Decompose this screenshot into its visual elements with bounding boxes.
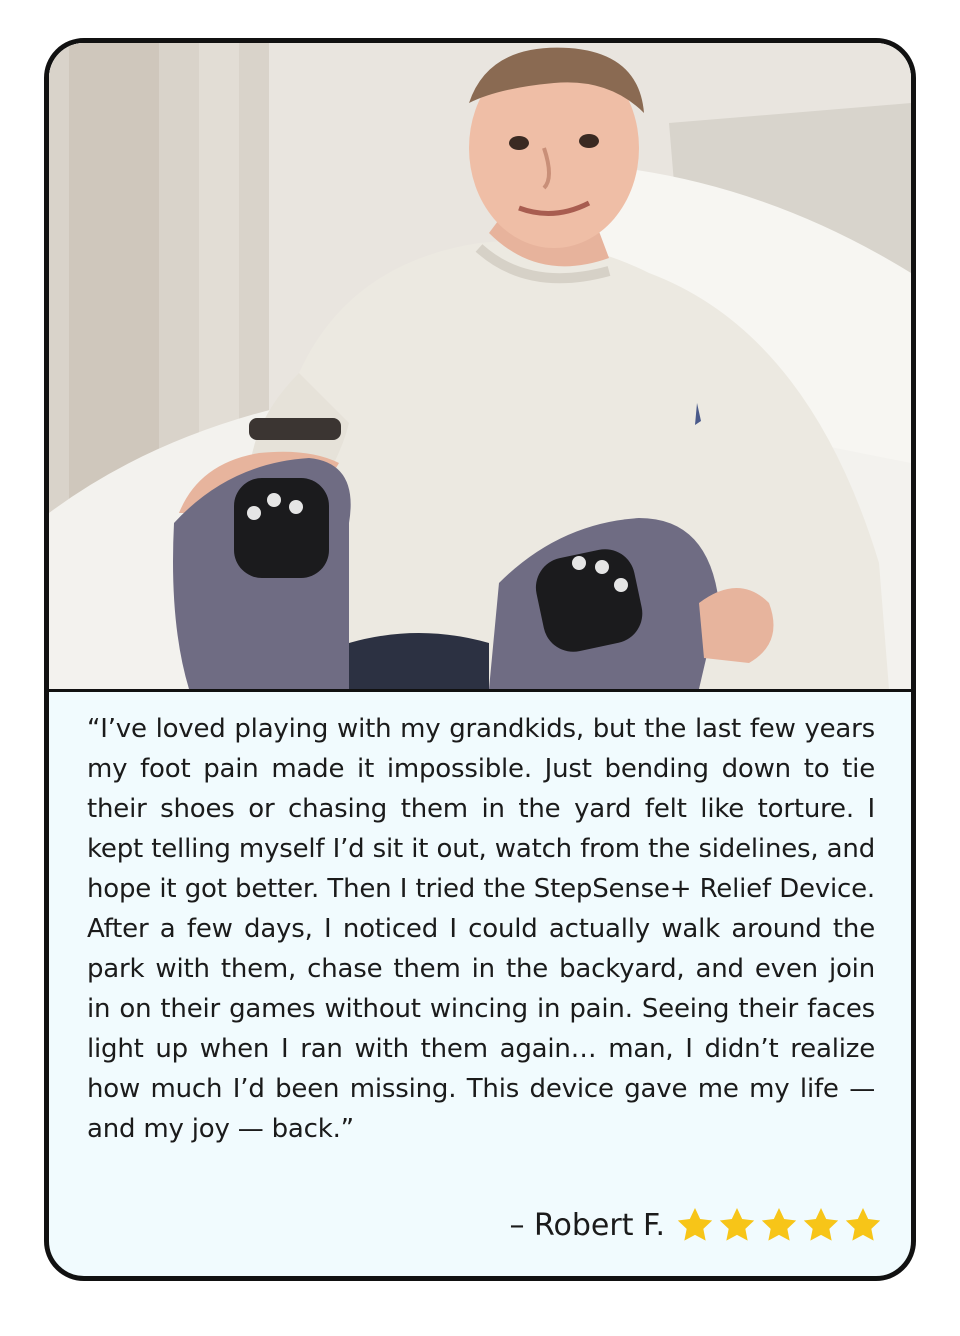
star-icon bbox=[801, 1205, 841, 1245]
testimonial-photo bbox=[49, 43, 911, 689]
star-rating bbox=[675, 1205, 883, 1245]
star-icon bbox=[843, 1205, 883, 1245]
star-icon bbox=[759, 1205, 799, 1245]
testimonial-card bbox=[44, 38, 916, 1281]
star-icon bbox=[717, 1205, 757, 1245]
customer-photo-illustration bbox=[49, 43, 911, 689]
testimonial-quote: “I’ve loved playing with my grandkids, but the last few years my foot pain made it impossible. Just bending down to tie their shoes or chasing them in the yard felt like torture. I kept telling myself I’d sit it out, watch from the sidelines, and hope it got better. Then I tried the StepSense+ Relief Device. After a few days, I noticed I could actually walk around the park with them, chase them in the backyard, and even join in on their games without wincing in pain. Seeing their faces light up when I ran with them again… man, I didn’t realize how much I’d been missing. This device gave me my life — and my joy — back.” bbox=[87, 714, 875, 1144]
photo-divider bbox=[49, 689, 911, 692]
testimonial-signature bbox=[510, 1205, 884, 1245]
author-name: – Robert F. bbox=[509, 1207, 665, 1243]
star-icon bbox=[675, 1205, 715, 1245]
